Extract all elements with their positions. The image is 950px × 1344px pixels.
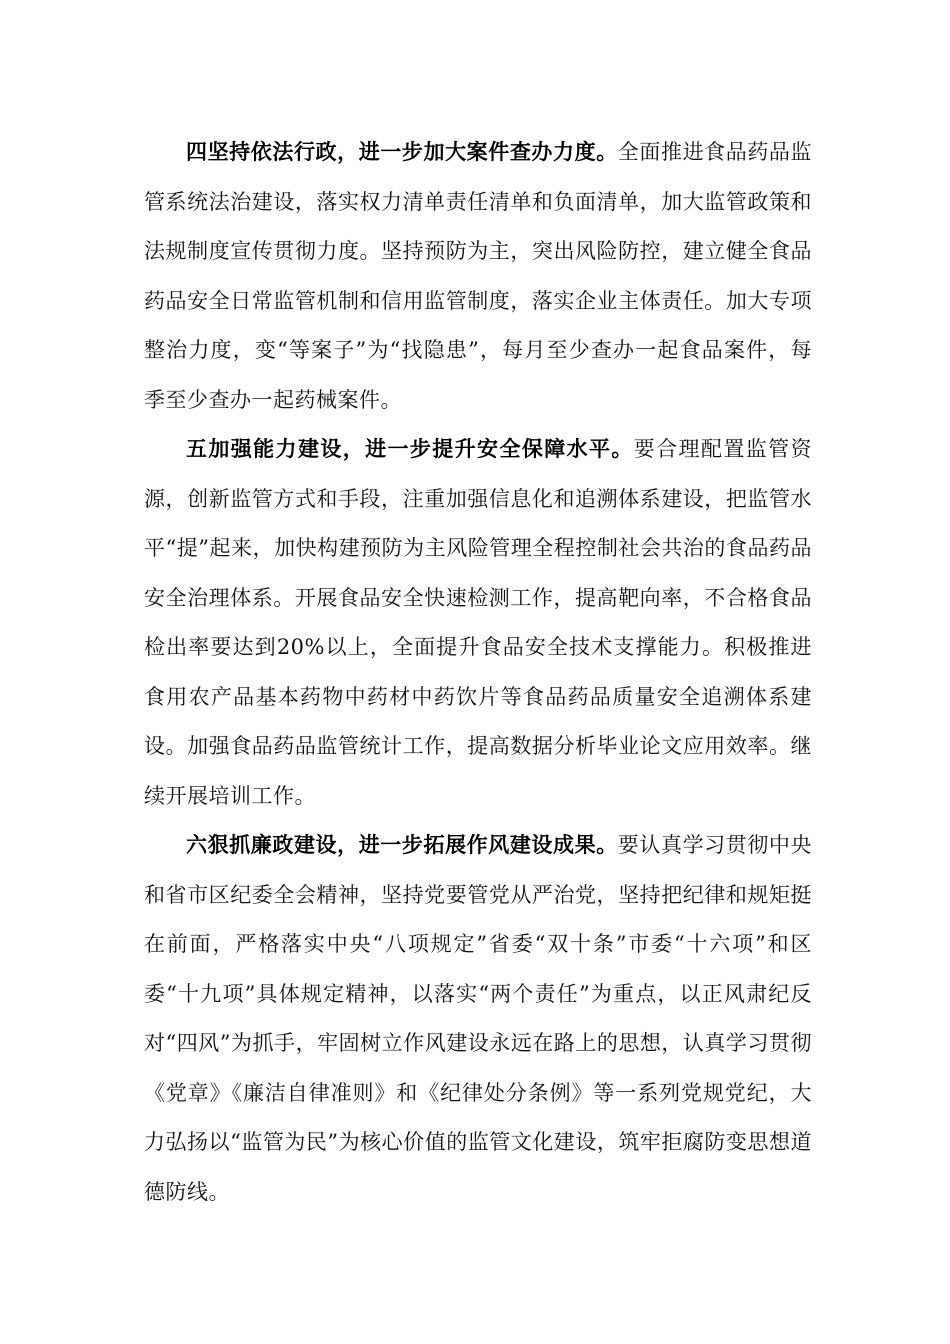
paragraph-heading: 五加强能力建设，进一步提升安全保障水平。 (186, 437, 634, 461)
paragraph-heading: 四坚持依法行政，进一步加大案件查办力度。 (186, 140, 618, 164)
paragraph-text: 要认真学习贯彻中央和省市区纪委全会精神，坚持党要管党从严治党，坚持把纪律和规矩挺在前面，严格落实中央“八项规定”省委“双十条”市委“十六项”和区委“十九项”具体规定精神，以落实“两个责任”为重点，以正风肃纪反对“四风”为抓手，牢固树立作风建设永远在路上的思想，认真学习贯彻《党章》《廉洁自律准则》和《纪律处分条例》等一系列党规党纪，大力弘扬以“监管为民”为核心价值的监管文化建设，筑牢拒腐防变思想道德防线。 (144, 833, 813, 1204)
paragraph-text: 全面推进食品药品监管系统法治建设，落实权力清单责任清单和负面清单，加大监管政策和法规制度宣传贯彻力度。坚持预防为主，突出风险防控，建立健全食品药品安全日常监管机制和信用监管制度，落实企业主体责任。加大专项整治力度，变“等案子”为“找隐患”，每月至少查办一起食品案件，每季至少查办一起药械案件。 (144, 140, 813, 412)
document-body (144, 128, 812, 1217)
paragraph-text: 要合理配置监管资源，创新监管方式和手段，注重加强信息化和追溯体系建设，把监管水平“提”起来，加快构建预防为主风险管理全程控制社会共治的食品药品安全治理体系。开展食品安全快速检测工作，提高靶向率，不合格食品检出率要达到20%以上，全面提升食品安全技术支撑能力。积极推进食用农产品基本药物中药材中药饮片等食品药品质量安全追溯体系建设。加强食品药品监管统计工作，提高数据分析毕业论文应用效率。继续开展培训工作。 (144, 437, 813, 808)
paragraph-5 (144, 425, 812, 821)
paragraph-heading: 六狠抓廉政建设，进一步拓展作风建设成果。 (186, 833, 618, 857)
paragraph-4 (144, 128, 812, 425)
paragraph-6 (144, 821, 812, 1217)
